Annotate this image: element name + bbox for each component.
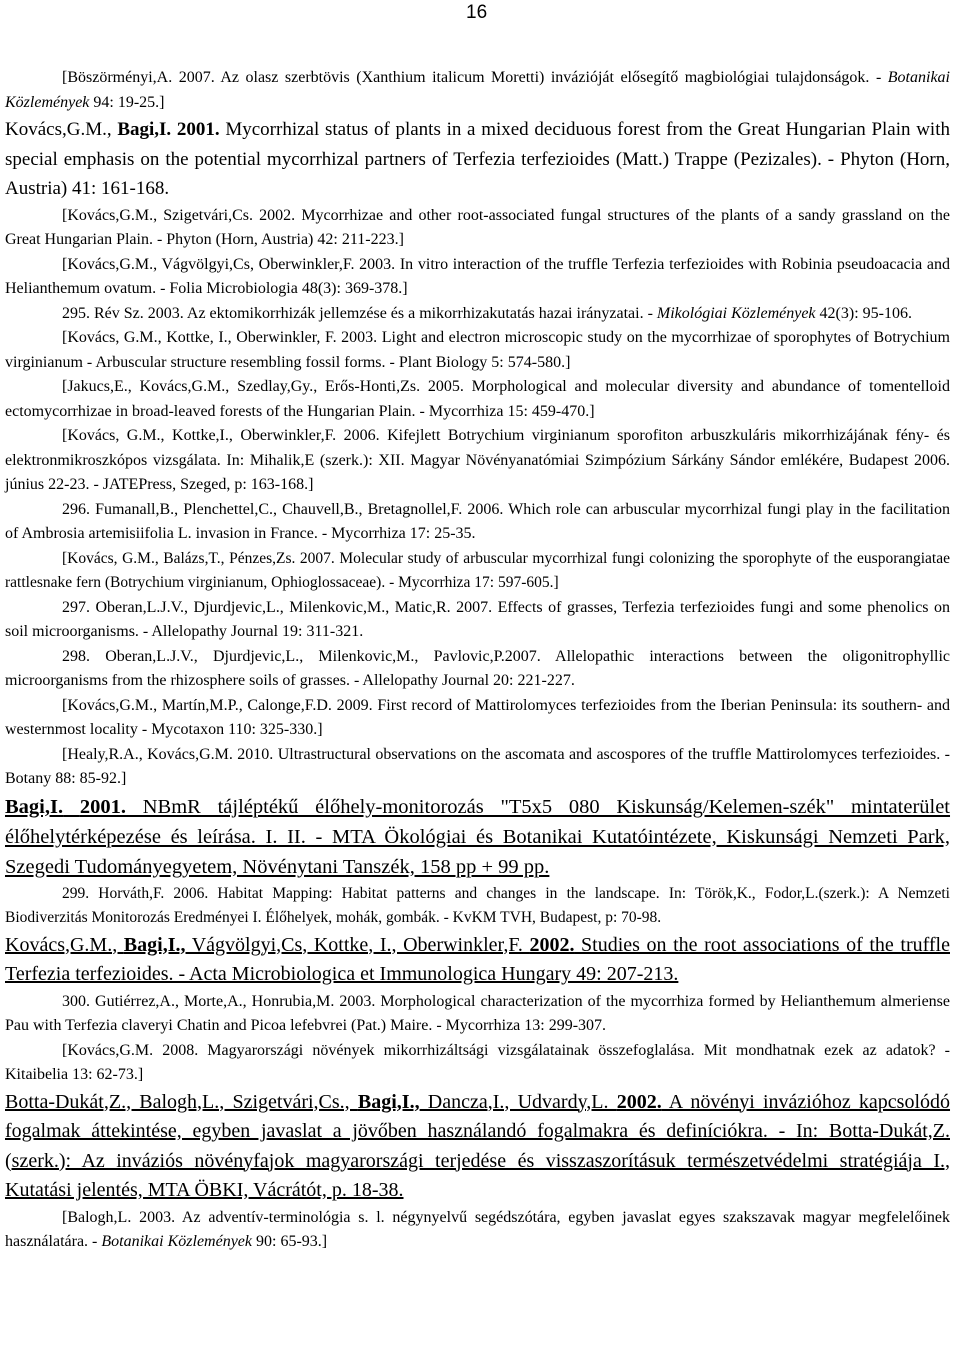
- reference-entry: [Kovács, G.M., Kottke,I., Oberwinkler,F. 2006. Kifejlett Botrychium virginianum sporofiton arbuszkuláris mikorrhizájának fény- és elektronmikroszkópos vizsgálata. In: Mihalik,E (szerk.): XII. Magyar Növényanatómiai Szimpózium Sárkány Sándor emlékére, Budapest 2006. június 22-23. - JATEPress, Szeged, p: 163-168.]: [5, 427, 950, 493]
- reference-entry: [Kovács,G.M., Vágvölgyi,Cs, Oberwinkler,F. 2003. In vitro interaction of the truffle Terfezia terfezioides with Robinia pseudoacacia and Helianthemum ovatum. - Folia Microbiologia 48(3): 369-378.]: [5, 255, 950, 297]
- reference-entry: 295. Rév Sz. 2003. Az ektomikorrhizák jellemzése és a mikorrhizakutatás hazai irányzatai. - Mikológiai Közlemények 42(3): 95-106.: [62, 304, 912, 322]
- reference-entry: 297. Oberan,L.J.V., Djurdjevic,L., Milenkovic,M., Matic,R. 2007. Effects of grasses, Terfezia terfezioides fungi and some phenolics on soil microorganisms. - Allelopathy Journal 19: 311-321.: [5, 598, 950, 640]
- page-number: 16: [466, 2, 488, 23]
- reference-entry: Kovács,G.M., Bagi,I., Vágvölgyi,Cs, Kottke, I., Oberwinkler,F. 2002. Studies on the root associations of the truffle Terfezia terfezioides. - Acta Microbiologica et Immunologica Hungary 49: 207-213.: [5, 933, 950, 985]
- reference-entry: Bagi,I. 2001. NBmR tájléptékű élőhely-monitorozás "T5x5 080 Kiskunság/Kelemen-szék" mintaterület élőhelytérképezése és leírása. I. II. - MTA Ökológiai és Botanikai Kutatóintézete, Kiskunsági Nemzeti Park, Szegedi Tudományegyetem, Növénytani Tanszék, 158 pp + 99 pp.: [5, 795, 951, 878]
- reference-entry: [Jakucs,E., Kovács,G.M., Szedlay,Gy., Erős-Honti,Zs. 2005. Morphological and molecular diversity and abundance of tomentelloid ectomycorrhizae in broad-leaved forests of the Hungarian Plain. - Mycorrhiza 15: 459-470.]: [5, 378, 950, 420]
- reference-entry: [Kovács, G.M., Balázs,T., Pénzes,Zs. 2007. Molecular study of arbuscular mycorrhizal fungi colonizing the sporophyte of the eusporangiatae rattlesnake fern (Botrychium virginianum, Ophioglossaceae). - Mycorrhiza 17: 597-605.]: [5, 549, 950, 591]
- reference-entry: [Böszörményi,A. 2007. Az olasz szerbtövis (Xanthium italicum Moretti) invázióját elősegítő magbiológiai tulajdonságok. - Botanikai Közlemények 94: 19-25.]: [5, 69, 950, 111]
- reference-entry: [Kovács,G.M. 2008. Magyarországi növények mikorrhizáltsági vizsgálatainak összefoglalása. Mit mondhatnak ezek az adatok? - Kitaibelia 13: 62-73.]: [5, 1041, 950, 1083]
- reference-entry: Kovács,G.M., Bagi,I. 2001. Mycorrhizal status of plants in a mixed deciduous forest from the Great Hungarian Plain with special emphasis on the potential mycorrhizal partners of Terfezia terfezioides (Matt.) Trappe (Pezizales). - Phyton (Horn, Austria) 41: 161-168.: [5, 119, 950, 199]
- reference-list: [5, 66, 950, 1255]
- reference-entry: [Kovács,G.M., Martín,M.P., Calonge,F.D. 2009. First record of Mattirolomyces terfezioides from the Iberian Peninsula: its southern- and westernmost locality - Mycotaxon 110: 325-330.]: [5, 696, 950, 738]
- reference-entry: [Kovács, G.M., Kottke, I., Oberwinkler, F. 2003. Light and electron microscopic study on the mycorrhizae of sporophytes of Botrychium virginianum - Arbuscular structure resembling fossil forms. - Plant Biology 5: 574-580.]: [5, 329, 950, 371]
- reference-entry: 300. Gutiérrez,A., Morte,A., Honrubia,M. 2003. Morphological characterization of the mycorrhiza formed by Helianthemum almeriense Pau with Terfezia claveryi Chatin and Picoa lefebvrei (Pat.) Maire. - Mycorrhiza 13: 299-307.: [5, 992, 950, 1034]
- reference-entry: [Balogh,L. 2003. Az adventív-terminológia s. l. négynyelvű segédszótára, egyben javaslat egyes szakszavak magyar megfelelőinek használatára. - Botanikai Közlemények 90: 65-93.]: [5, 1208, 950, 1250]
- reference-entry: [Kovács,G.M., Szigetvári,Cs. 2002. Mycorrhizae and other root-associated fungal structures of the plants of a sandy grassland on the Great Hungarian Plain. - Phyton (Horn, Austria) 42: 211-223.]: [5, 206, 950, 248]
- reference-entry: 298. Oberan,L.J.V., Djurdjevic,L., Milenkovic,M., Pavlovic,P.2007. Allelopathic interactions between the oligonitrophyllic microorganisms from the rhizosphere soils of grasses. - Allelopathy Journal 20: 221-227.: [5, 647, 950, 689]
- reference-entry: 299. Horváth,F. 2006. Habitat Mapping: Habitat patterns and changes in the landscape. In: Török,K., Fodor,L.(szerk.): A Nemzeti Biodiverzitás Monitorozás Eredményei I. Élőhelyek, mohák, gombák. - KvKM TVH, Budapest, p: 70-98.: [5, 884, 950, 926]
- reference-entry: Botta-Dukát,Z., Balogh,L., Szigetvári,Cs., Bagi,I., Dancza,I., Udvardy,L. 2002. A növényi invázióhoz kapcsolódó fogalmak áttekintése, egyben javaslat a jövőben használandó fogalmakra és definíciókra. - In: Botta-Dukát,Z. (szerk.): Az inváziós növényfajok magyarországi terjedése és visszaszorításuk természetvédelmi stratégiája I., Kutatási jelentés, MTA ÖBKI, Vácrátót, p. 18-38.: [5, 1090, 951, 1201]
- reference-entry: [Healy,R.A., Kovács,G.M. 2010. Ultrastructural observations on the ascomata and ascospores of the truffle Mattirolomyces terfezioides. - Botany 88: 85-92.]: [5, 745, 950, 787]
- reference-entry: 296. Fumanall,B., Plenchettel,C., Chauvell,B., Bretagnollel,F. 2006. Which role can arbuscular mycorrhizal fungi play in the facilitation of Ambrosia artemisiifolia L. invasion in France. - Mycorrhiza 17: 25-35.: [5, 500, 950, 542]
